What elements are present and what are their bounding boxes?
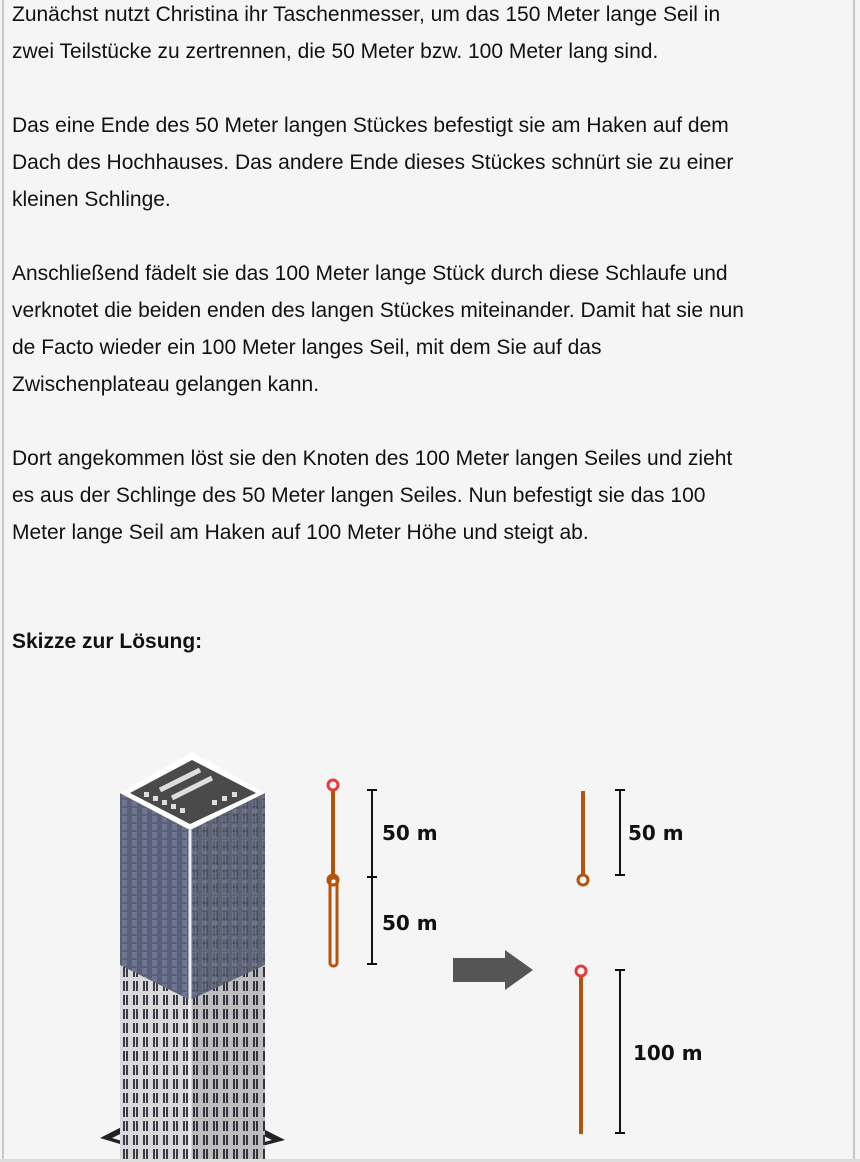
loop-icon: [328, 875, 338, 885]
arrow-right-icon: [453, 950, 533, 990]
separated-rope-diagram: [576, 790, 703, 1134]
label-left-upper: 50 m: [382, 821, 438, 845]
dimension-line: [615, 970, 625, 1133]
solution-sketch: [0, 740, 860, 1162]
dimension-line: [615, 790, 625, 875]
hook-icon: [576, 966, 586, 976]
paragraph-2: [12, 107, 848, 218]
hook-icon: [328, 780, 338, 790]
sketch-heading: Skizze zur Lösung:: [12, 630, 203, 653]
combined-rope-diagram: [328, 780, 438, 966]
text-line: Zunächst nutzt Christina ihr Taschenmesser, um das 150 Meter lange Seil in: [12, 3, 721, 26]
text-line: Das eine Ende des 50 Meter langen Stückes befestigt sie am Haken auf dem: [12, 114, 729, 137]
label-left-lower: 50 m: [382, 911, 438, 935]
paragraph-3: [12, 255, 848, 403]
loop-icon: [578, 875, 588, 885]
text-line: es aus der Schlinge des 50 Meter langen Seiles. Nun befestigt sie das 100: [12, 484, 706, 507]
text-line: Meter lange Seil am Haken auf 100 Meter Höhe und steigt ab.: [12, 521, 589, 544]
text-line: zwei Teilstücke zu zertrennen, die 50 Meter bzw. 100 Meter lang sind.: [12, 40, 659, 63]
paragraph-1: [12, 0, 848, 70]
dimension-line: [367, 790, 377, 964]
label-right-lower: 100 m: [633, 1041, 703, 1065]
text-line: Anschließend fädelt sie das 100 Meter lange Stück durch diese Schlaufe und: [12, 262, 728, 285]
text-line: Dort angekommen löst sie den Knoten des 100 Meter langen Seiles und zieht: [12, 447, 733, 470]
skyscraper-illustration: [100, 752, 285, 1162]
solution-text: [12, 0, 848, 588]
text-line: kleinen Schlinge.: [12, 188, 171, 211]
text-line: verknotet die beiden enden des langen Stückes miteinander. Damit hat sie nun: [12, 299, 744, 322]
text-line: de Facto wieder ein 100 Meter langes Seil, mit dem Sie auf das: [12, 336, 602, 359]
text-line: Zwischenplateau gelangen kann.: [12, 373, 320, 396]
paragraph-4: [12, 440, 848, 551]
rope-100m-doubled: [330, 878, 337, 966]
text-line: Dach des Hochhauses. Das andere Ende dieses Stückes schnürt sie zu einer: [12, 151, 734, 174]
label-right-upper: 50 m: [628, 821, 684, 845]
